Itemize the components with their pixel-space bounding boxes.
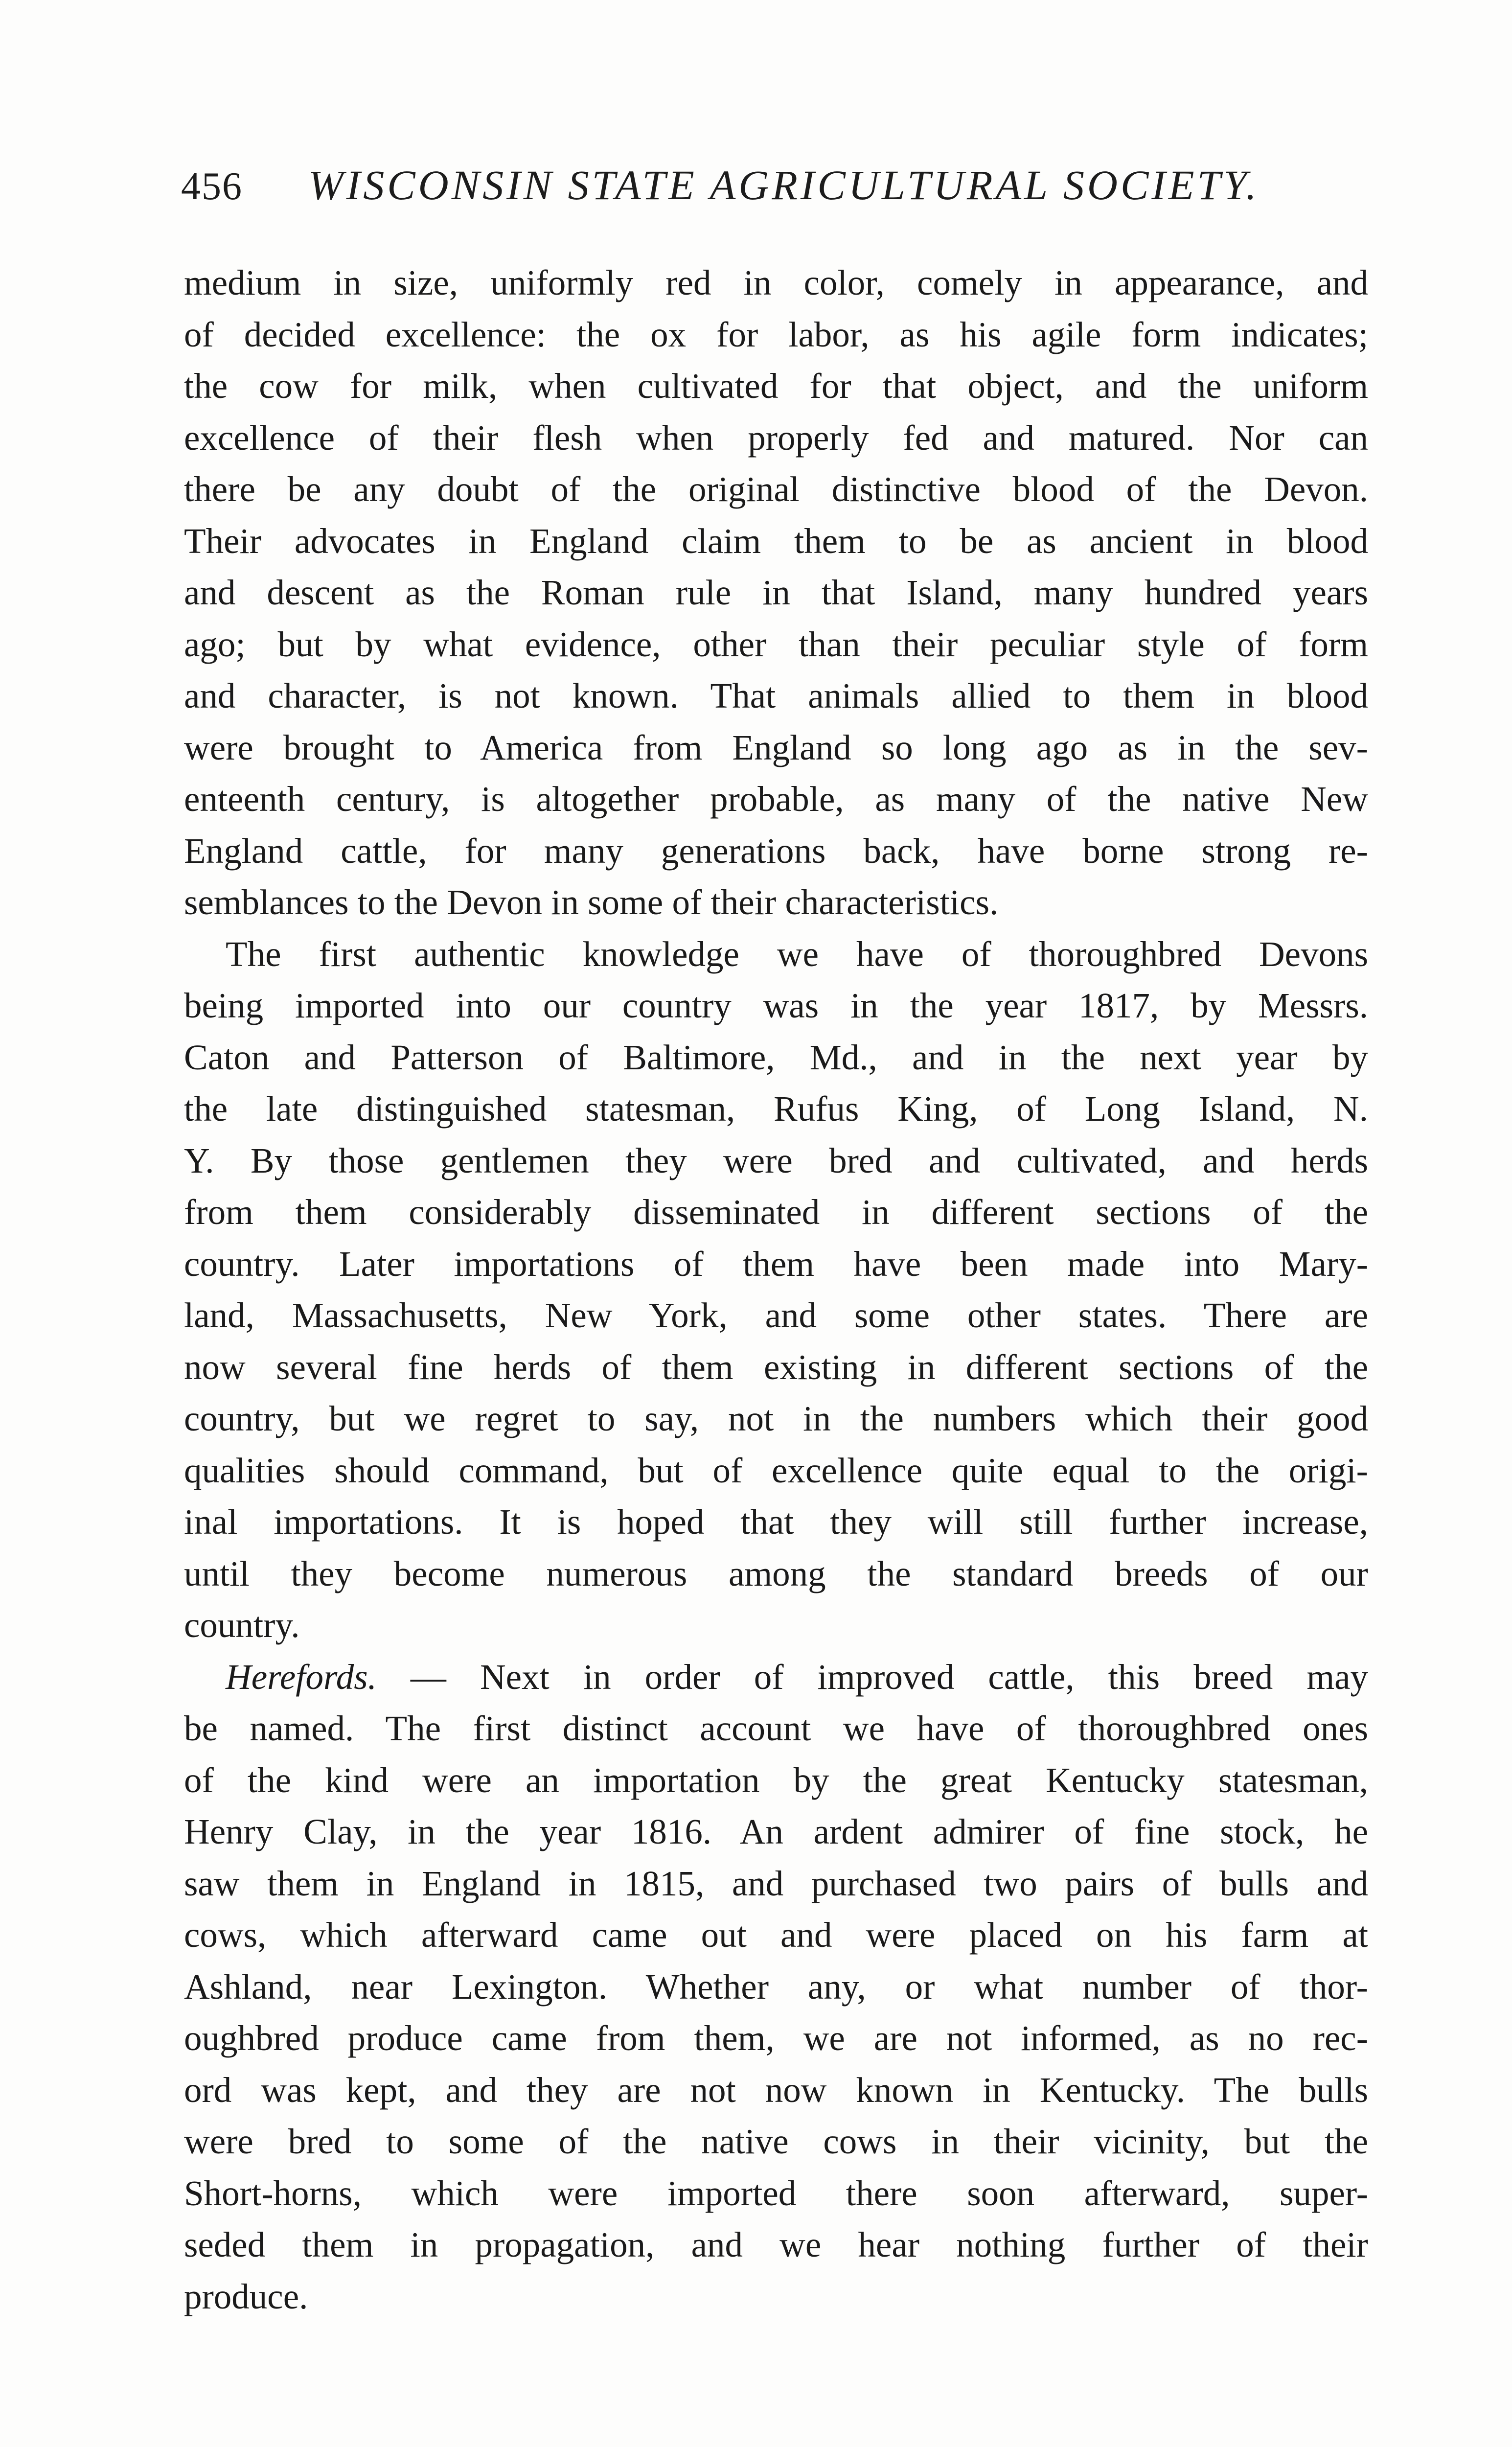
- text-line: The first authentic knowledge we have of thoroughbred Devons: [226, 934, 1368, 974]
- text-line: Henry Clay, in the year 1816. An ardent admirer of fine stock, he: [184, 1812, 1368, 1851]
- text-line: were bred to some of the native cows in their vicinity, but the: [184, 2122, 1368, 2161]
- text-line: ord was kept, and they are not now known in Kentucky. The bulls: [184, 2070, 1368, 2110]
- herefords-heading: Herefords.: [226, 1657, 377, 1697]
- text-line: qualities should command, but of excellence quite equal to the origi-: [184, 1450, 1368, 1490]
- text-line: were brought to America from England so long ago as in the sev-: [184, 727, 1368, 767]
- journal-title: WISCONSIN STATE AGRICULTURAL SOCIETY.: [308, 162, 1260, 208]
- text-line: Caton and Patterson of Baltimore, Md., and in the next year by: [184, 1037, 1368, 1077]
- text-line: ago; but by what evidence, other than their peculiar style of form: [184, 624, 1368, 664]
- text-line: the cow for milk, when cultivated for that object, and the uniform: [184, 366, 1368, 406]
- text-line: of decided excellence: the ox for labor, as his agile form indicates;: [184, 314, 1368, 354]
- body-text: [184, 257, 1368, 2322]
- text-line: of the kind were an importation by the great Kentucky statesman,: [184, 1760, 1368, 1800]
- text-line: country. Later importations of them have been made into Mary-: [184, 1244, 1368, 1284]
- text-line: from them considerably disseminated in different sections of the: [184, 1192, 1368, 1232]
- text-line: Their advocates in England claim them to be as ancient in blood: [184, 521, 1368, 561]
- text-line: being imported into our country was in the year 1817, by Messrs.: [184, 986, 1368, 1025]
- text-line: produce.: [184, 2276, 308, 2316]
- text-line: and descent as the Roman rule in that Island, many hundred years: [184, 573, 1368, 612]
- text-line: country, but we regret to say, not in the numbers which their good: [184, 1399, 1368, 1438]
- text-line: cows, which afterward came out and were placed on his farm at: [184, 1915, 1368, 1955]
- text-line: Short-horns, which were imported there soon afterward, super-: [184, 2173, 1368, 2213]
- text-line: and character, is not known. That animals allied to them in blood: [184, 676, 1368, 716]
- herefords-dash: —: [376, 1657, 480, 1697]
- text-line: seded them in propagation, and we hear nothing further of their: [184, 2225, 1368, 2264]
- text-line: the late distinguished statesman, Rufus King, of Long Island, N.: [184, 1089, 1368, 1129]
- running-head: [181, 156, 1375, 214]
- text-line: Next in order of improved cattle, this breed may: [480, 1657, 1368, 1697]
- text-line: Y. By those gentlemen they were bred and cultivated, and herds: [184, 1140, 1368, 1180]
- text-line: country.: [184, 1605, 300, 1645]
- text-line: be named. The first distinct account we have of thoroughbred ones: [184, 1708, 1368, 1748]
- text-line: excellence of their flesh when properly fed and matured. Nor can: [184, 417, 1368, 458]
- text-line: oughbred produce came from them, we are not informed, as no rec-: [184, 2018, 1368, 2058]
- text-line: land, Massachusetts, New York, and some other states. There are: [184, 1295, 1368, 1335]
- text-line: saw them in England in 1815, and purchased two pairs of bulls and: [184, 1863, 1368, 1903]
- page-number: 456: [181, 165, 243, 208]
- text-line: there be any doubt of the original distinctive blood of the Devon.: [184, 469, 1368, 509]
- text-line: until they become numerous among the standard breeds of our: [184, 1553, 1368, 1593]
- text-line: England cattle, for many generations back, have borne strong re-: [184, 831, 1368, 871]
- text-line: now several fine herds of them existing in different sections of the: [184, 1347, 1368, 1387]
- text-line: semblances to the Devon in some of their characteristics.: [184, 882, 999, 922]
- text-line: Ashland, near Lexington. Whether any, or what number of thor-: [184, 1966, 1368, 2007]
- text-line: medium in size, uniformly red in color, comely in appearance, and: [184, 263, 1368, 302]
- text-line: inal importations. It is hoped that they will still further increase,: [184, 1502, 1368, 1542]
- herefords-paragraph-first-line: [184, 1651, 1368, 1703]
- text-line: enteenth century, is altogether probable, as many of the native New: [184, 779, 1368, 819]
